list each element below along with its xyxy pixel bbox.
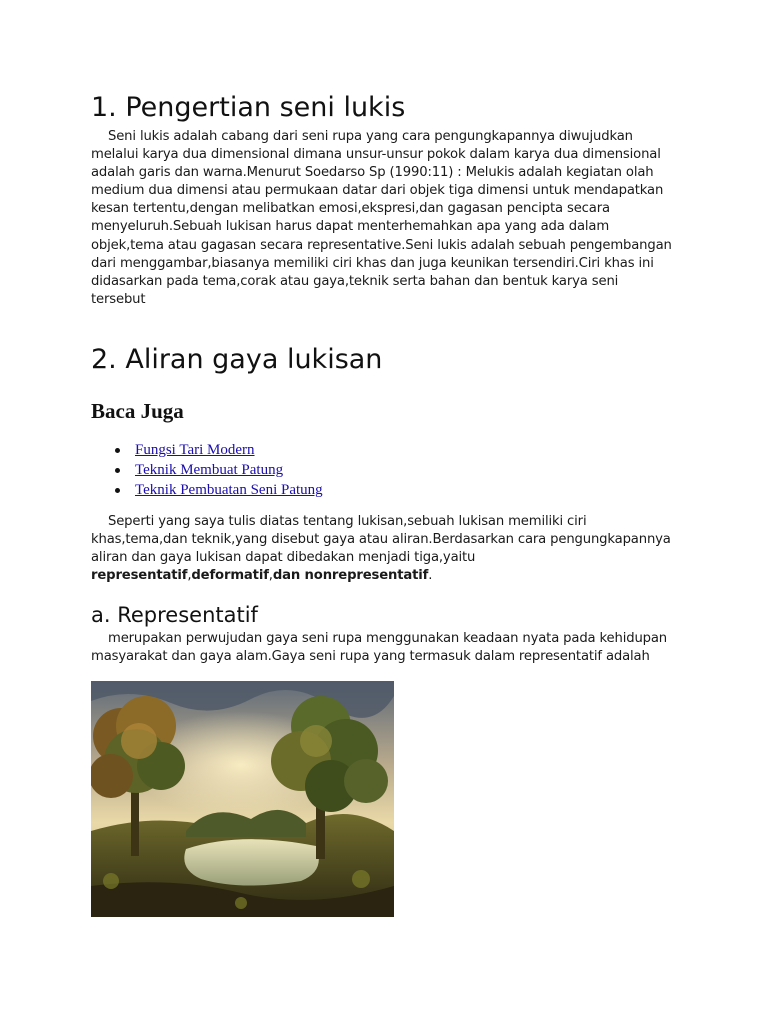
link-fungsi-tari-modern[interactable]: Fungsi Tari Modern [135,442,255,458]
section-2-text: Seperti yang saya tulis diatas tentang lukisan,sebuah lukisan memiliki ciri khas,tema,dan teknik,yang disebut gaya atau aliran.Berdasarkan cara pengungkapannya aliran dan gaya lukisan dapat dibedakan menjadi tiga,yaitu [91,514,671,566]
baca-juga-heading: Baca Juga [91,399,184,423]
period: . [428,568,433,584]
section-1-title: 1. Pengertian seni lukis [91,92,406,123]
separator: , [187,568,192,584]
section-1-paragraph: Seni lukis adalah cabang dari seni rupa yang cara pengungkapannya diwujudkan melalui karya dua dimensional dimana unsur-unsur pokok dalam karya dua dimensional adalah garis dan warna.Menurut Soedarso Sp (1990:11) : Melukis adalah kegiatan olah medium dua dimensi atau permukaan datar dari objek tiga dimensi untuk mendapatkan kesan tertentu,dengan melibatkan emosi,ekspresi,dan gagasan pencipta secara menyeluruh.Sebuah lukisan harus dapat menterhemahkan apa yang ada dalam objek,tema atau gagasan secara representative.Seni lukis adalah sebuah pengembangan dari menggambar,biasanya memiliki ciri khas dan juga keunikan tersendiri.Ciri khas ini didasarkan pada tema,corak atau gaya,teknik serta bahan dan bentuk karya seni tersebut [91,129,672,307]
link-teknik-pembuatan-seni-patung[interactable]: Teknik Pembuatan Seni Patung [135,482,323,498]
section-2-title: 2. Aliran gaya lukisan [91,344,383,375]
section-a-paragraph: merupakan perwujudan gaya seni rupa menggunakan keadaan nyata pada kehidupan masyarakat dan gaya alam.Gaya seni rupa yang termasuk dalam representatif adalah [91,631,668,665]
list-item [115,440,323,460]
baca-juga-list [115,440,323,500]
link-teknik-membuat-patung[interactable]: Teknik Membuat Patung [135,462,284,478]
style-nonrepresentatif: dan nonrepresentatif [272,568,429,584]
style-deformatif: deformatif [191,568,269,584]
landscape-painting-image [91,681,394,917]
separator: , [268,568,273,584]
list-item [115,480,323,500]
section-2-paragraph [91,513,676,585]
bullet-icon [115,448,120,453]
bullet-icon [115,488,120,493]
style-representatif: representatif [91,568,188,584]
list-item [115,460,323,480]
section-a-title: a. Representatif [91,603,258,627]
bullet-icon [115,468,120,473]
